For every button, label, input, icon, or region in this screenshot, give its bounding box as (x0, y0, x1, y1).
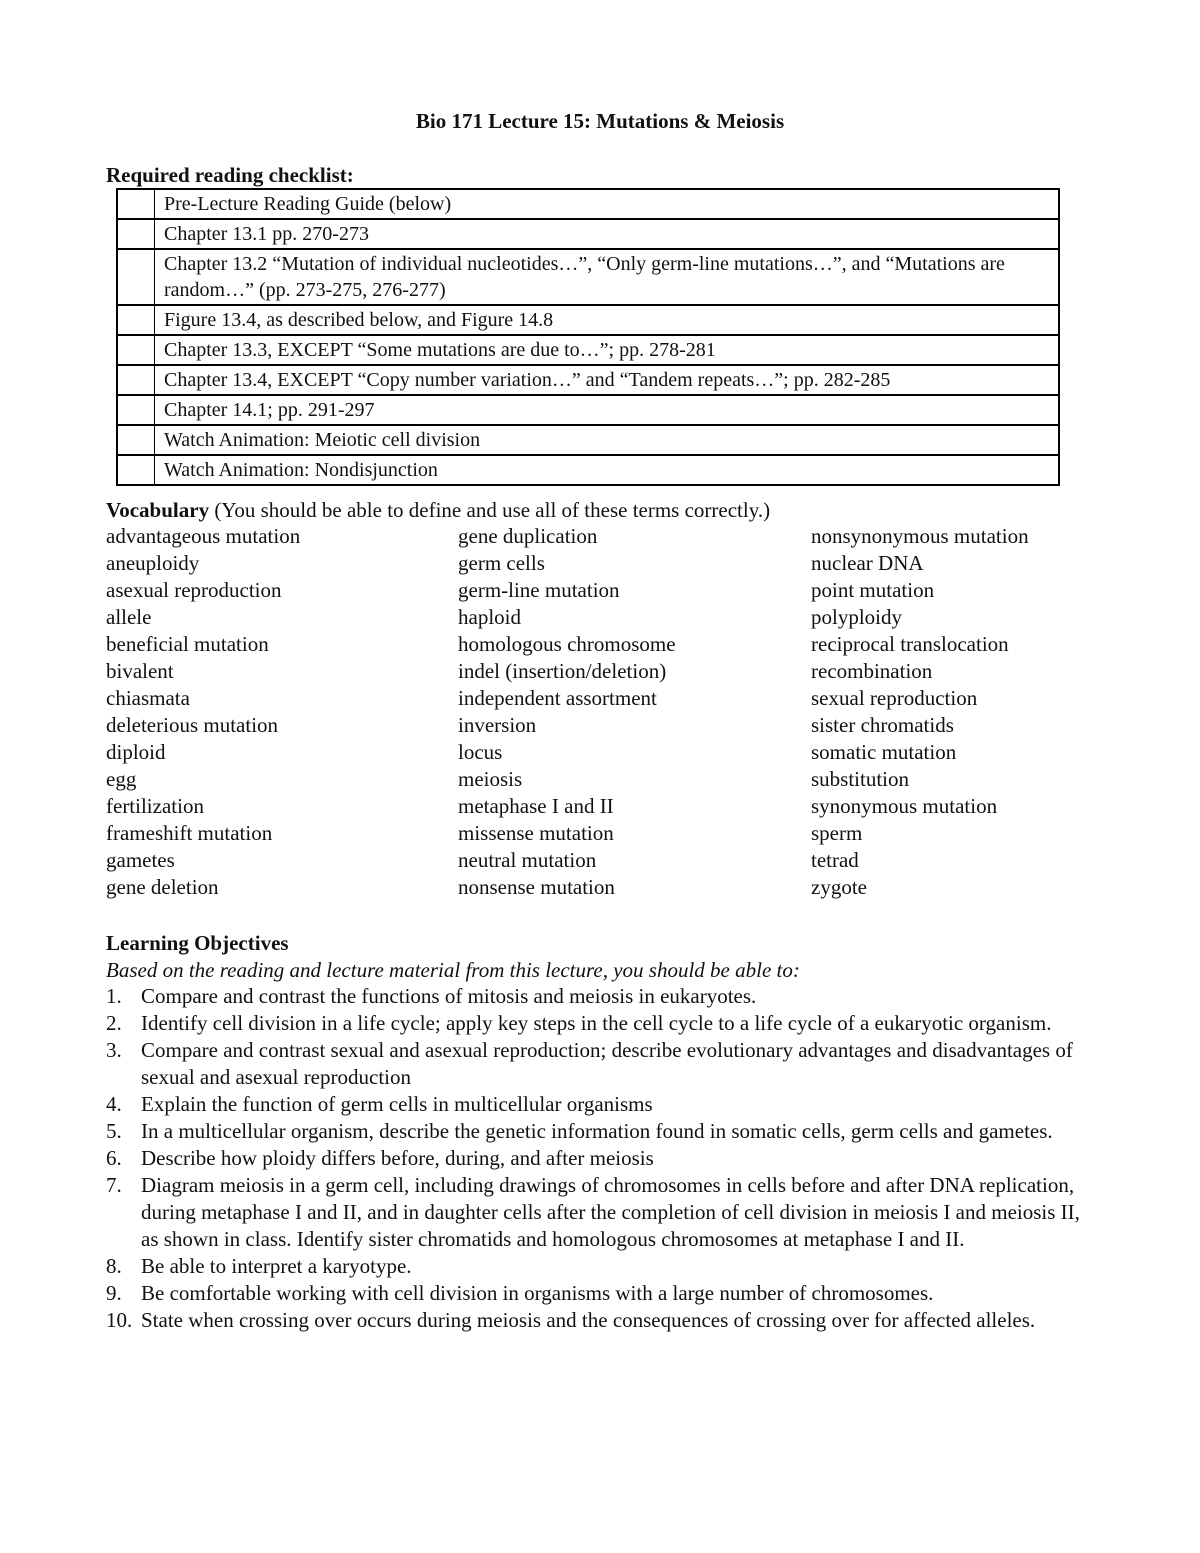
vocabulary-term: frameshift mutation (106, 821, 273, 845)
objective-text: In a multicellular organism, describe the genetic information found in somatic cells, germ cells and gametes. (141, 1119, 1053, 1143)
learning-objectives-list (106, 983, 1096, 1334)
objective-number: 2. (106, 1011, 122, 1035)
vocabulary-term: metaphase I and II (458, 794, 614, 818)
vocabulary-term: deleterious mutation (106, 713, 279, 737)
checklist-item-text: Pre-Lecture Reading Guide (below) (155, 189, 1060, 219)
checklist-heading: Required reading checklist: (106, 163, 354, 187)
vocabulary-term: sister chromatids (811, 713, 954, 737)
vocabulary-term: independent assortment (458, 686, 657, 710)
objective-text: State when crossing over occurs during meiosis and the consequences of crossing over for affected alleles. (141, 1308, 1036, 1332)
checklist-row (117, 249, 1059, 305)
objective-text: Identify cell division in a life cycle; apply key steps in the cell cycle to a life cycle of a eukaryotic organism. (141, 1011, 1052, 1035)
vocabulary-term: nonsense mutation (458, 875, 615, 899)
checklist-row (117, 455, 1059, 485)
vocabulary-term: nonsynonymous mutation (811, 524, 1029, 548)
vocabulary-term: missense mutation (458, 821, 614, 845)
vocabulary-term: reciprocal translocation (811, 632, 1009, 656)
checklist-row (117, 189, 1059, 219)
vocabulary-term: tetrad (811, 848, 859, 872)
checklist-row (117, 395, 1059, 425)
vocabulary-heading-label: Vocabulary (106, 498, 210, 522)
objective-number: 1. (106, 984, 122, 1008)
checklist-item-text: Figure 13.4, as described below, and Figure 14.8 (155, 305, 1060, 335)
learning-objective (106, 1118, 1096, 1145)
learning-objective (106, 1091, 1096, 1118)
vocabulary-term: chiasmata (106, 686, 190, 710)
checklist-checkbox[interactable] (117, 219, 155, 249)
vocabulary-term: allele (106, 605, 152, 629)
objective-number: 7. (106, 1173, 122, 1197)
vocabulary-column-3 (811, 523, 1029, 901)
objective-text: Diagram meiosis in a germ cell, including drawings of chromosomes in cells before and after DNA replication, during metaphase I and II, and in daughter cells after the completion of cell division in meiosis I and meiosis II, as shown in class. Identify sister chromatids and homologous chromosomes at metaphase I and II. (141, 1173, 1080, 1251)
vocabulary-term: polyploidy (811, 605, 903, 629)
vocabulary-term: fertilization (106, 794, 204, 818)
objective-number: 4. (106, 1092, 122, 1116)
vocabulary-column-2 (458, 523, 676, 901)
checklist-row (117, 365, 1059, 395)
vocabulary-term: sexual reproduction (811, 686, 978, 710)
objective-text: Explain the function of germ cells in multicellular organisms (141, 1092, 653, 1116)
checklist-row (117, 305, 1059, 335)
objective-text: Compare and contrast sexual and asexual reproduction; describe evolutionary advantages and disadvantages of sexual and asexual reproduction (141, 1038, 1073, 1089)
checklist-checkbox[interactable] (117, 335, 155, 365)
vocabulary-term: egg (106, 767, 137, 791)
objective-text: Be comfortable working with cell division in organisms with a large number of chromosomes. (141, 1281, 934, 1305)
vocabulary-term: haploid (458, 605, 521, 629)
vocabulary-term: indel (insertion/deletion) (458, 659, 667, 683)
vocabulary-term: gametes (106, 848, 175, 872)
checklist-checkbox[interactable] (117, 425, 155, 455)
checklist-checkbox[interactable] (117, 189, 155, 219)
vocabulary-term: point mutation (811, 578, 935, 602)
vocabulary-term: beneficial mutation (106, 632, 269, 656)
learning-objectives-intro: Based on the reading and lecture material from this lecture, you should be able to: (106, 958, 800, 982)
learning-objective (106, 1253, 1096, 1280)
learning-objective (106, 1307, 1096, 1334)
vocabulary-term: zygote (811, 875, 867, 899)
objective-number: 6. (106, 1146, 122, 1170)
objective-number: 8. (106, 1254, 122, 1278)
learning-objective (106, 1280, 1096, 1307)
vocabulary-heading (106, 497, 770, 524)
checklist-item-text: Watch Animation: Meiotic cell division (155, 425, 1060, 455)
learning-objective (106, 1145, 1096, 1172)
objective-text: Describe how ploidy differs before, during, and after meiosis (141, 1146, 654, 1170)
learning-objectives-heading: Learning Objectives (106, 931, 289, 955)
checklist-item-text: Chapter 14.1; pp. 291-297 (155, 395, 1060, 425)
checklist-checkbox[interactable] (117, 249, 155, 305)
checklist-row (117, 335, 1059, 365)
learning-objective (106, 1172, 1096, 1253)
vocabulary-term: germ-line mutation (458, 578, 620, 602)
vocabulary-term: locus (458, 740, 503, 764)
vocabulary-term: nuclear DNA (811, 551, 924, 575)
learning-objective (106, 1037, 1096, 1091)
checklist-item-text: Chapter 13.4, EXCEPT “Copy number variation…” and “Tandem repeats…”; pp. 282-285 (155, 365, 1060, 395)
checklist-row (117, 219, 1059, 249)
checklist-row (117, 425, 1059, 455)
reading-checklist-table (116, 188, 1060, 486)
vocabulary-term: gene deletion (106, 875, 219, 899)
vocabulary-term: inversion (458, 713, 537, 737)
objective-text: Be able to interpret a karyotype. (141, 1254, 412, 1278)
vocabulary-term: aneuploidy (106, 551, 200, 575)
checklist-item-text: Chapter 13.2 “Mutation of individual nucleotides…”, “Only germ-line mutations…”, and “Mutations are random…” (pp. 273-275, 276-277) (155, 249, 1060, 305)
vocabulary-column-1 (106, 523, 300, 901)
learning-objective (106, 1010, 1096, 1037)
objective-text: Compare and contrast the functions of mitosis and meiosis in eukaryotes. (141, 984, 757, 1008)
vocabulary-term: homologous chromosome (458, 632, 676, 656)
vocabulary-term: somatic mutation (811, 740, 957, 764)
checklist-item-text: Watch Animation: Nondisjunction (155, 455, 1060, 485)
checklist-item-text: Chapter 13.1 pp. 270-273 (155, 219, 1060, 249)
vocabulary-term: recombination (811, 659, 933, 683)
document-title: Bio 171 Lecture 15: Mutations & Meiosis (415, 109, 785, 133)
learning-objective (106, 983, 1096, 1010)
checklist-checkbox[interactable] (117, 395, 155, 425)
objective-number: 9. (106, 1281, 122, 1305)
checklist-item-text: Chapter 13.3, EXCEPT “Some mutations are due to…”; pp. 278-281 (155, 335, 1060, 365)
checklist-checkbox[interactable] (117, 455, 155, 485)
vocabulary-term: germ cells (458, 551, 545, 575)
vocabulary-term: bivalent (106, 659, 174, 683)
vocabulary-term: neutral mutation (458, 848, 597, 872)
vocabulary-term: diploid (106, 740, 166, 764)
objective-number: 10. (106, 1308, 133, 1332)
vocabulary-term: substitution (811, 767, 910, 791)
vocabulary-term: advantageous mutation (106, 524, 301, 548)
objective-number: 5. (106, 1119, 122, 1143)
checklist-checkbox[interactable] (117, 305, 155, 335)
vocabulary-term: meiosis (458, 767, 523, 791)
vocabulary-note: (You should be able to define and use all of these terms correctly.) (209, 498, 771, 522)
vocabulary-term: sperm (811, 821, 863, 845)
objective-number: 3. (106, 1038, 122, 1062)
checklist-checkbox[interactable] (117, 365, 155, 395)
vocabulary-term: asexual reproduction (106, 578, 282, 602)
vocabulary-term: gene duplication (458, 524, 598, 548)
vocabulary-term: synonymous mutation (811, 794, 998, 818)
